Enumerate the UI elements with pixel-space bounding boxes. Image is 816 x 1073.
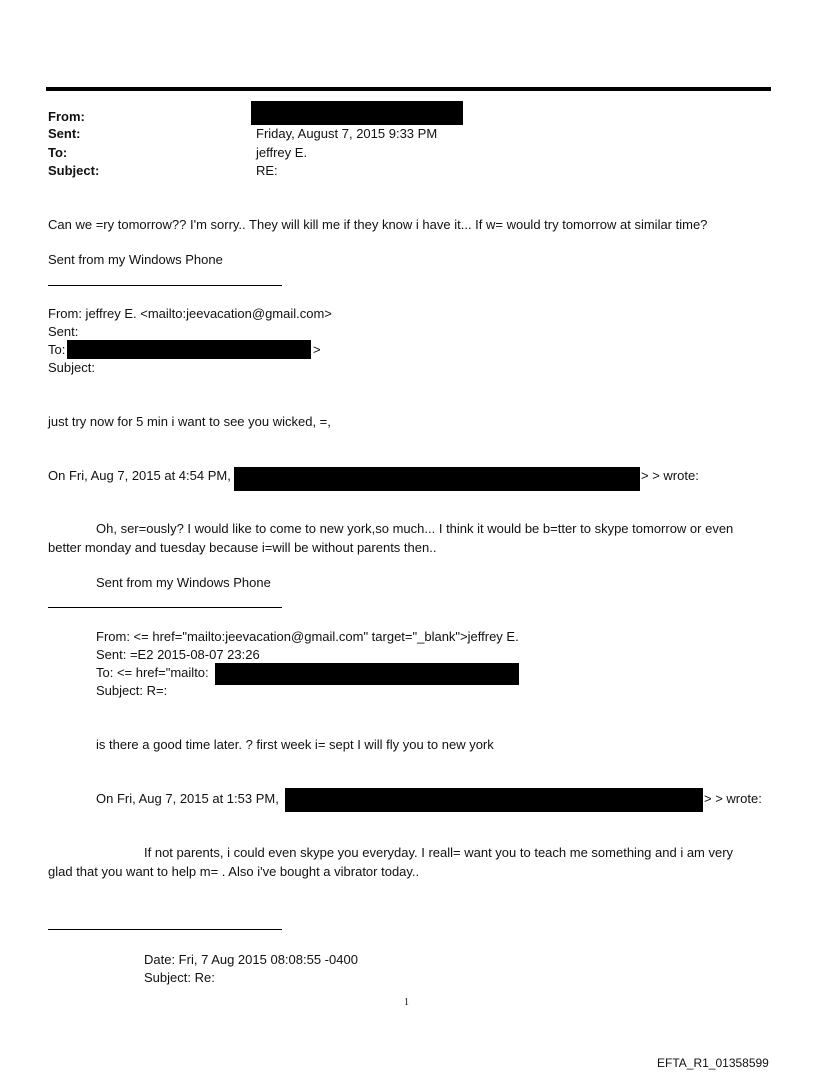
quote3-subject: Subject: Re:: [144, 970, 215, 985]
sent-value: Friday, August 7, 2015 9:33 PM: [256, 126, 438, 141]
quote2-text: is there a good time later. ? first week i= sept I will fly you to new york: [96, 737, 494, 752]
separator-rule: [48, 285, 282, 286]
quote3-date: Date: Fri, 7 Aug 2015 08:08:55 -0400: [144, 952, 358, 967]
quote1-from: From: jeffrey E. <mailto:jeevacation@gmail.com>: [48, 306, 332, 321]
reply3-line2: glad that you want to help m= . Also i've bought a vibrator today..: [48, 864, 420, 879]
reply2-line1: Oh, ser=ously? I would like to come to new york,so much... I think it would be b=tter to skype tomorrow or even: [96, 521, 734, 536]
subject-value: RE:: [256, 163, 278, 178]
to-label: To:: [48, 145, 68, 160]
quote2-from: From: <= href="mailto:jeevacation@gmail.com" target="_blank">jeffrey E.: [96, 629, 519, 644]
body-line: Can we =ry tomorrow?? I'm sorry.. They will kill me if they know i have it... If w= would try tomorrow at similar time?: [48, 217, 708, 232]
redaction-to-1: [67, 340, 311, 359]
sent-label: Sent:: [48, 126, 81, 141]
reply3-line1: If not parents, i could even skype you everyday. I reall= want you to teach me something and i am very: [144, 845, 734, 860]
quote2-to: To: <= href="mailto:: [96, 665, 209, 680]
quote1-text: just try now for 5 min i want to see you wicked, =,: [48, 414, 331, 429]
quote2-subject: Subject: R=:: [96, 683, 168, 698]
quote1-to-tail: >: [313, 342, 321, 357]
subject-label: Subject:: [48, 163, 100, 178]
separator-rule: [48, 607, 282, 608]
signature: Sent from my Windows Phone: [48, 252, 223, 267]
redaction-from: [251, 101, 463, 125]
reply2-line2: better monday and tuesday because i=will be without parents then..: [48, 540, 437, 555]
redaction-sender-2: [285, 788, 703, 812]
redaction-to-2: [215, 663, 519, 685]
separator-rule: [48, 929, 282, 930]
quote1-wrote-suffix: > > wrote:: [641, 468, 699, 483]
quote2-sent: Sent: =E2 2015-08-07 23:26: [96, 647, 260, 662]
reply2-signature: Sent from my Windows Phone: [96, 575, 271, 590]
from-label: From:: [48, 109, 85, 124]
header-rule: [46, 87, 771, 91]
quote2-wrote-prefix: On Fri, Aug 7, 2015 at 1:53 PM,: [96, 791, 279, 806]
quote1-to: To:: [48, 342, 66, 357]
bates-number: EFTA_R1_01358599: [657, 1056, 769, 1070]
to-value: jeffrey E.: [256, 145, 308, 160]
quote1-subject: Subject:: [48, 360, 95, 375]
quote2-wrote-suffix: > > wrote:: [704, 791, 762, 806]
redaction-sender-1: [234, 467, 640, 491]
page-number: 1: [404, 997, 409, 1008]
quote1-sent: Sent:: [48, 324, 79, 339]
quote1-wrote-prefix: On Fri, Aug 7, 2015 at 4:54 PM,: [48, 468, 231, 483]
